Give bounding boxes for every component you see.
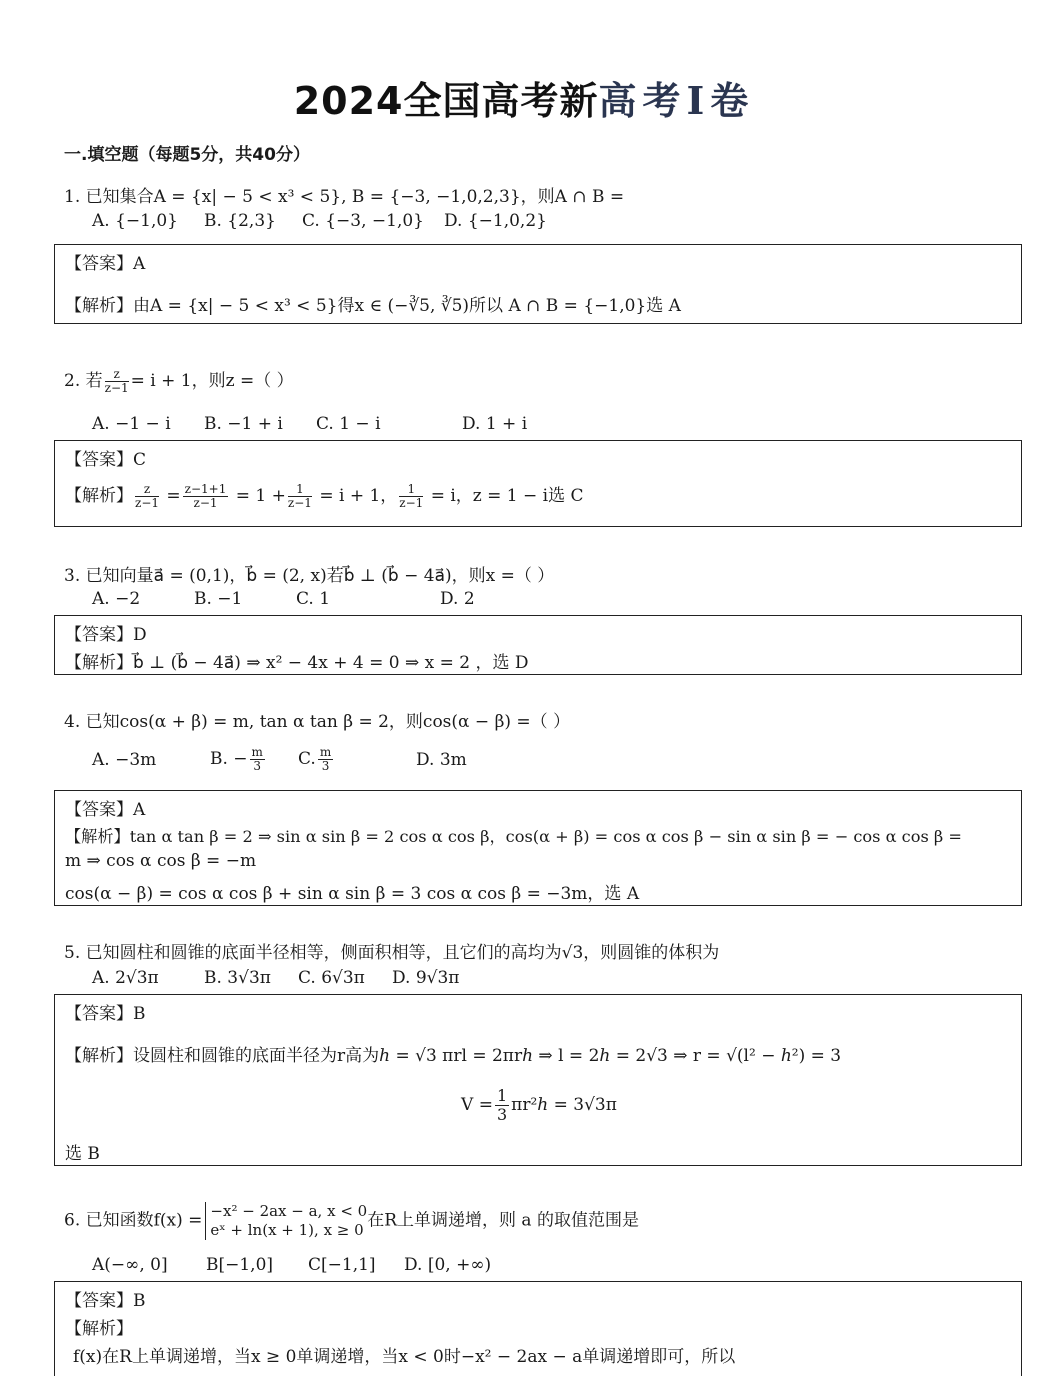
q5-analysis: 【解析】设圆柱和圆锥的底面半径为r高为ℎ = √3 πrl = 2πrℎ ⇒ l = 2ℎ = 2√3 ⇒ r = √(l² − ℎ²) = 3 (65, 1046, 842, 1066)
q2-a-frac-3 (288, 483, 312, 510)
q2-stem-fraction (105, 368, 129, 395)
q2-option-d: D. 1 + i (462, 414, 528, 434)
q2-a-f4-den: z−1 (399, 496, 424, 510)
q6-option-b: B[−1,0] (206, 1255, 274, 1275)
q4-stem: 4. 已知cos(α + β) = m, tan α tan β = 2，则cos(α − β) =（ ） (64, 712, 571, 732)
q2-stem (64, 366, 294, 395)
q4-analysis-line-1: 【解析】tan α tan β = 2 ⇒ sin α sin β = 2 cos α cos β，cos(α + β) = cos α cos β − sin α sin β = − cos α cos β = (65, 827, 962, 846)
q6-answer-box (54, 1281, 1022, 1376)
q3-option-b: B. −1 (194, 589, 243, 609)
page-title (0, 70, 1048, 125)
q2-a-f2-num: z−1+1 (184, 482, 227, 496)
q4-option-a: A. −3m (92, 750, 157, 770)
q6-answer: 【答案】B (65, 1291, 146, 1311)
q5-formula-den: 3 (496, 1105, 508, 1124)
q5-option-d: D. 9√3π (392, 968, 460, 988)
q2-stem-pre: 2. 若 (64, 371, 103, 391)
q2-a-eq1: = (166, 486, 181, 506)
q5-answer: 【答案】B (65, 1004, 146, 1024)
title-main: 2024全国高考新 (293, 79, 599, 123)
q6-analysis-line-1: f(x)在R上单调递增，当x ≥ 0单调递增，当x < 0时−x² − 2ax − a单调递增即可，所以 (73, 1347, 736, 1367)
q2-option-c: C. 1 − i (316, 414, 381, 434)
q3-answer-box (54, 615, 1022, 675)
q1-option-b: B. {2,3} (204, 211, 276, 231)
q5-option-c: C. 6√3π (298, 968, 365, 988)
q4-analysis-line-2: m ⇒ cos α cos β = −m (65, 851, 257, 871)
q4-option-b (210, 746, 267, 773)
q3-option-a: A. −2 (92, 589, 141, 609)
q1-stem: 1. 已知集合A = {x| − 5 < x³ < 5}, B = {−3, −1,0,2,3}，则A ∩ B = (64, 187, 625, 207)
q6-stem-prefix: 6. 已知函数f(x) = (64, 1210, 203, 1231)
q5-formula-post: πr²ℎ = 3√3π (511, 1095, 617, 1115)
title-sub: 高考Ⅰ卷 (598, 78, 755, 123)
q4-b-den: 3 (253, 759, 262, 773)
q6-option-d: D. [0, +∞) (404, 1255, 492, 1275)
q5-formula-num: 1 (496, 1086, 508, 1105)
q6-piecewise (205, 1202, 367, 1240)
q4-option-c-fraction (318, 746, 333, 773)
q6-piece-1: −x² − 2ax − a, x < 0 (210, 1202, 368, 1220)
q6-piece-2: eˣ + ln(x + 1), x ≥ 0 (210, 1221, 364, 1239)
q5-formula-prefix: V = (461, 1095, 493, 1115)
q2-a-f1-num: z (135, 483, 159, 497)
q2-option-a: A. −1 − i (92, 414, 171, 434)
q2-frac-num: z (105, 368, 129, 382)
q4-answer-box (54, 790, 1022, 906)
q1-option-d: D. {−1,0,2} (444, 211, 547, 231)
q4-b-num: m (251, 745, 263, 759)
q4-c-den: 3 (321, 759, 330, 773)
q6-stem (64, 1202, 639, 1240)
q5-option-a: A. 2√3π (92, 968, 159, 988)
q3-analysis: 【解析】b⃗ ⊥ (b⃗ − 4a⃗) ⇒ x² − 4x + 4 = 0 ⇒ x = 2 ，选 D (65, 653, 529, 673)
q2-analysis (65, 481, 584, 510)
q1-analysis: 【解析】由A = {x| − 5 < x³ < 5}得x ∈ (−∛5, ∛5)所以 A ∩ B = {−1,0}选 A (65, 296, 681, 316)
q2-a-eq4: = i，z = 1 − i选 C (430, 486, 584, 506)
section-heading: 一.填空题（每题5分，共40分） (64, 145, 310, 165)
q1-answer: 【答案】A (65, 254, 146, 274)
q2-a-eq2: = 1 + (235, 486, 286, 506)
q4-option-c-prefix: C. (298, 749, 316, 769)
q1-option-c: C. {−3, −1,0} (302, 211, 424, 231)
q2-a-f2-den: z−1 (193, 496, 218, 510)
q4-option-b-fraction (250, 746, 265, 773)
q4-option-c (298, 746, 335, 773)
q3-option-d: D. 2 (440, 589, 475, 609)
q2-analysis-label: 【解析】 (65, 486, 133, 506)
q4-analysis-line-3: cos(α − β) = cos α cos β + sin α sin β = 3 cos α cos β = −3m，选 A (65, 884, 640, 904)
q6-stem-post: 在R上单调递增，则 a 的取值范围是 (367, 1210, 639, 1231)
q2-a-eq3: = i + 1， (319, 486, 398, 506)
q4-c-num: m (319, 745, 332, 759)
q2-a-frac-2 (183, 483, 229, 510)
q4-option-d: D. 3m (416, 750, 467, 770)
q2-a-f3-den: z−1 (287, 496, 312, 510)
q4-answer: 【答案】A (65, 800, 146, 820)
q2-option-b: B. −1 + i (204, 414, 283, 434)
q6-option-a: A(−∞, 0] (92, 1255, 168, 1275)
q5-volume-formula (55, 1087, 1023, 1124)
q4-option-b-prefix: B. − (210, 749, 248, 769)
q5-conclusion: 选 B (65, 1144, 100, 1164)
q2-a-f4-num: 1 (399, 483, 423, 497)
q3-stem: 3. 已知向量a⃗ = (0,1)，b⃗ = (2, x)若b⃗ ⊥ (b⃗ − 4a⃗)，则x =（ ） (64, 566, 555, 586)
q6-analysis-label: 【解析】 (65, 1319, 133, 1339)
q1-answer-box (54, 244, 1022, 324)
q3-option-c: C. 1 (296, 589, 331, 609)
q2-answer-box (54, 440, 1022, 527)
q2-answer: 【答案】C (65, 450, 147, 470)
q5-formula-fraction (495, 1087, 509, 1124)
q2-a-frac-1 (135, 483, 159, 510)
q2-stem-post: = i + 1，则z =（ ） (130, 371, 294, 391)
q2-a-f3-num: 1 (288, 483, 312, 497)
q2-a-f1-den: z−1 (135, 496, 160, 510)
q2-frac-den: z−1 (104, 381, 129, 395)
q5-answer-box (54, 994, 1022, 1166)
q5-option-b: B. 3√3π (204, 968, 271, 988)
q5-stem: 5. 已知圆柱和圆锥的底面半径相等，侧面积相等，且它们的高均为√3，则圆锥的体积为 (64, 943, 720, 963)
q2-a-frac-4 (399, 483, 423, 510)
q6-option-c: C[−1,1] (308, 1255, 376, 1275)
q1-option-a: A. {−1,0} (92, 211, 178, 231)
q3-answer: 【答案】D (65, 625, 147, 645)
